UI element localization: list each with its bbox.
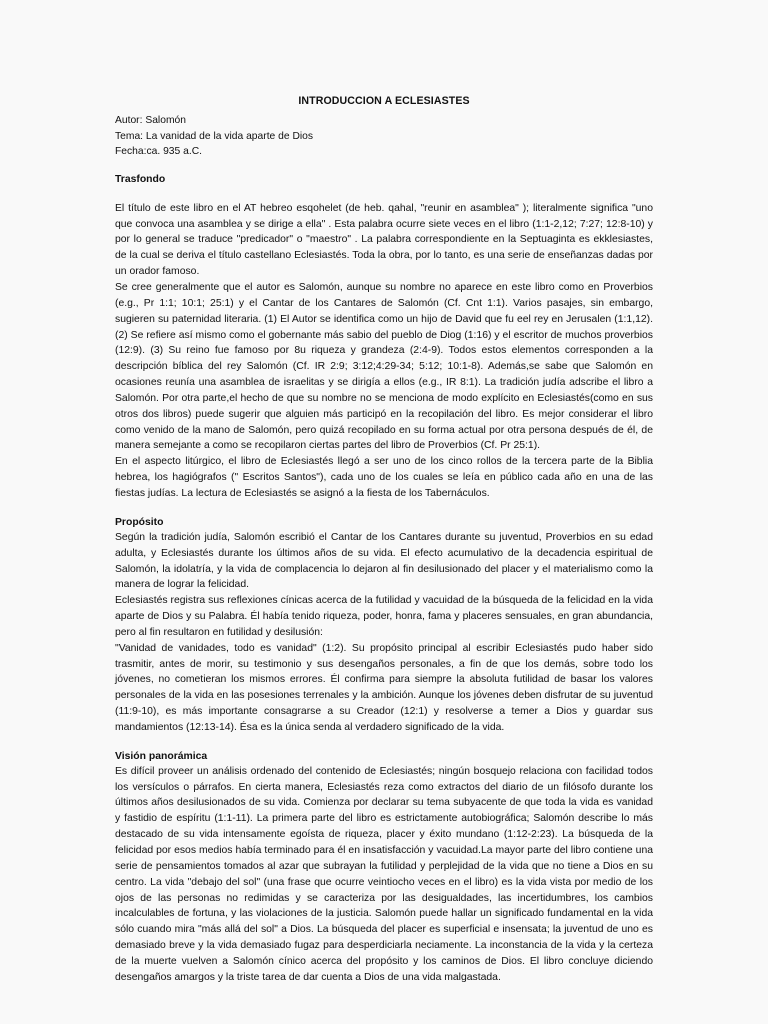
meta-date: Fecha:ca. 935 a.C. — [115, 146, 203, 158]
paragraph: "Vanidad de vanidades, todo es vanidad" (1:2). Su propósito principal al escribir Eclesiastés pudo haber sido trasmitir, antes de morir, su testimonio y sus desengaños personales, a fin de que los demás, sobre todo los jóvenes, no cometieran los mismos errores. Él confirma para siempre la absoluta futilidad de basar los valores personales de la vida en las posesiones terrenales y la ambición. Aunque los jóvenes deben disfrutar de su juventud (11:9-10), es más importante consagrarse a su Creador (12:1) y resolverse a temer a Dios y guardar sus mandamientos (12:13-14). Ésa es la única senda al verdadero significado de la vida. — [115, 642, 653, 733]
section-trasfondo — [115, 172, 653, 502]
document-title: INTRODUCCION A ECLESIASTES — [298, 95, 470, 107]
section-heading: Trasfondo — [115, 173, 166, 185]
paragraph: Es difícil proveer un análisis ordenado del contenido de Eclesiastés; ningún bosquejo relaciona con facilidad todos los versículos o párrafos. En cierta manera, Eclesiastés reza como extractos del diario de un filósofo durante los últimos años desilusionados de su vida. Comienza por declarar su tema subyacente de que toda la vida es vanidad y fastidio de espíritu (1:1-11). La primera parte del libro es estrictamente autobiográfica; Salomón describe lo más destacado de su vida intensamente egoísta de riqueza, placer y éxito mundano (1:12-2:23). La búsqueda de la felicidad por esos medios había terminado para él en insatisfacción y vacuidad.La mayor parte del libro contiene una serie de pensamientos tomados al azar que subrayan la futilidad y perplejidad de la vida que no tiene a Dios en su centro. La vida "debajo del sol" (una frase que ocurre veintiocho veces en el libro) es la vida vista por medio de los ojos de las personas no redimidas y se caracteriza por las desigualdades, las incertidumbres, los cambios incalculables de fortuna, y las violaciones de la justicia. Salomón puede hallar un significado fundamental en la vida sólo cuando mira "más allá del sol" a Dios. La búsqueda del placer es superficial e insensata; la juventud de uno es demasiado breve y la vida demasiado fugaz para desperdiciarla neciamente. La inconstancia de la vida y la certeza de la muerte vuelven a Salomón cínico acerca del propósito y los caminos de Dios. El libro concluye diciendo desengaños amargos y la triste tarea de dar cuenta a Dios de una vida malgastada. — [115, 765, 653, 983]
paragraph: Según la tradición judía, Salomón escribió el Cantar de los Cantares durante su juventud, Proverbios en su edad adulta, y Eclesiastés durante los últimos años de su vida. El efecto acumulativo de la decadencia espiritual de Salomón, la idolatría, y la vida de complacencia lo dejaron al fin desilusionado del placer y el materialismo como la manera de lograr la felicidad. — [115, 531, 653, 591]
meta-theme: Tema: La vanidad de la vida aparte de Dios — [115, 130, 314, 142]
meta-author: Autor: Salomón — [115, 115, 186, 126]
paragraph: Se cree generalmente que el autor es Salomón, aunque su nombre no aparece en este libro como en Proverbios (e.g., Pr 1:1; 10:1; 25:1) y el Cantar de los Cantares de Salomón (Cf. Cnt 1:1). Varios pasajes, sin embargo, sugieren su paternidad literaria. (1) El Autor se identifica como un hijo de David que fu eel rey en Jerusalen (1:1,12). (2) Se refiere así mismo como el gobernante más sabio del pueblo de Diog (1:16) y el escritor de muchos proverbios (12:9). (3) Su reino fue famoso por 8u riqueza y grandeza (2:4-9). Todos estos elementos corresponden a la descripción bíblica del rey Salomón (Cf. IR 2:9; 3:12;4:29-34; 5:12; 10:1-8). Además,se sabe que Salomón en ocasiones reunía una asamblea de israelitas y se dirigía a ellos (e.g., IR 8:1). La tradición judía adscribe el libro a Salomón. Por otra parte,el hecho de que su nombre no se menciona de modo explícito en Eclesiastés(como en sus otros dos libros) puede sugerir que alguien más participó en la recopilación del libro. Es mejor considerar el libro como venido de la mano de Salomón, pero quizá recopilado en su forma actual por otra persona después de él, de manera semejante a como se recopilaron ciertas partes del libro de Proverbios (Cf. Pr 25:1). — [115, 282, 653, 452]
section-heading: Visión panorámica — [115, 750, 208, 762]
section-proposito — [115, 515, 653, 736]
document-meta — [115, 113, 653, 160]
paragraph: Eclesiastés registra sus reflexiones cínicas acerca de la futilidad y vacuidad de la búsqueda de la felicidad en la vida aparte de Dios y su Palabra. Él había tenido riqueza, poder, honra, fama y placeres sensuales, en gran abundancia, pero al fin resultaron en futilidad y desilusión: — [115, 595, 653, 638]
paragraph: El título de este libro en el AT hebreo esqohelet (de heb. qahal, "reunir en asamblea" ); literalmente significa "uno que convoca una asamblea y se dirige a ella" . Esta palabra ocurre siete veces en el libro (1:1-2,12; 7:27; 12:8-10) y por lo general se traduce "predicador" o "maestro" . La palabra correspondiente en la Septuaginta es ekklesiastes, de la cual se deriva el título castellano Eclesiastés. Toda la obra, por lo tanto, es una serie de enseñanzas dadas por un orador famoso. — [115, 202, 653, 278]
paragraph: En el aspecto litúrgico, el libro de Eclesiastés llegó a ser uno de los cinco rollos de la tercera parte de la Biblia hebrea, los hagiógrafos (" Escritos Santos"), cada uno de los cuales se leía en público cada año en una de las fiestas judías. La lectura de Eclesiastés se asignó a la fiesta de los Tabernáculos. — [115, 456, 653, 499]
section-heading: Propósito — [115, 516, 164, 528]
section-vision — [115, 749, 653, 986]
